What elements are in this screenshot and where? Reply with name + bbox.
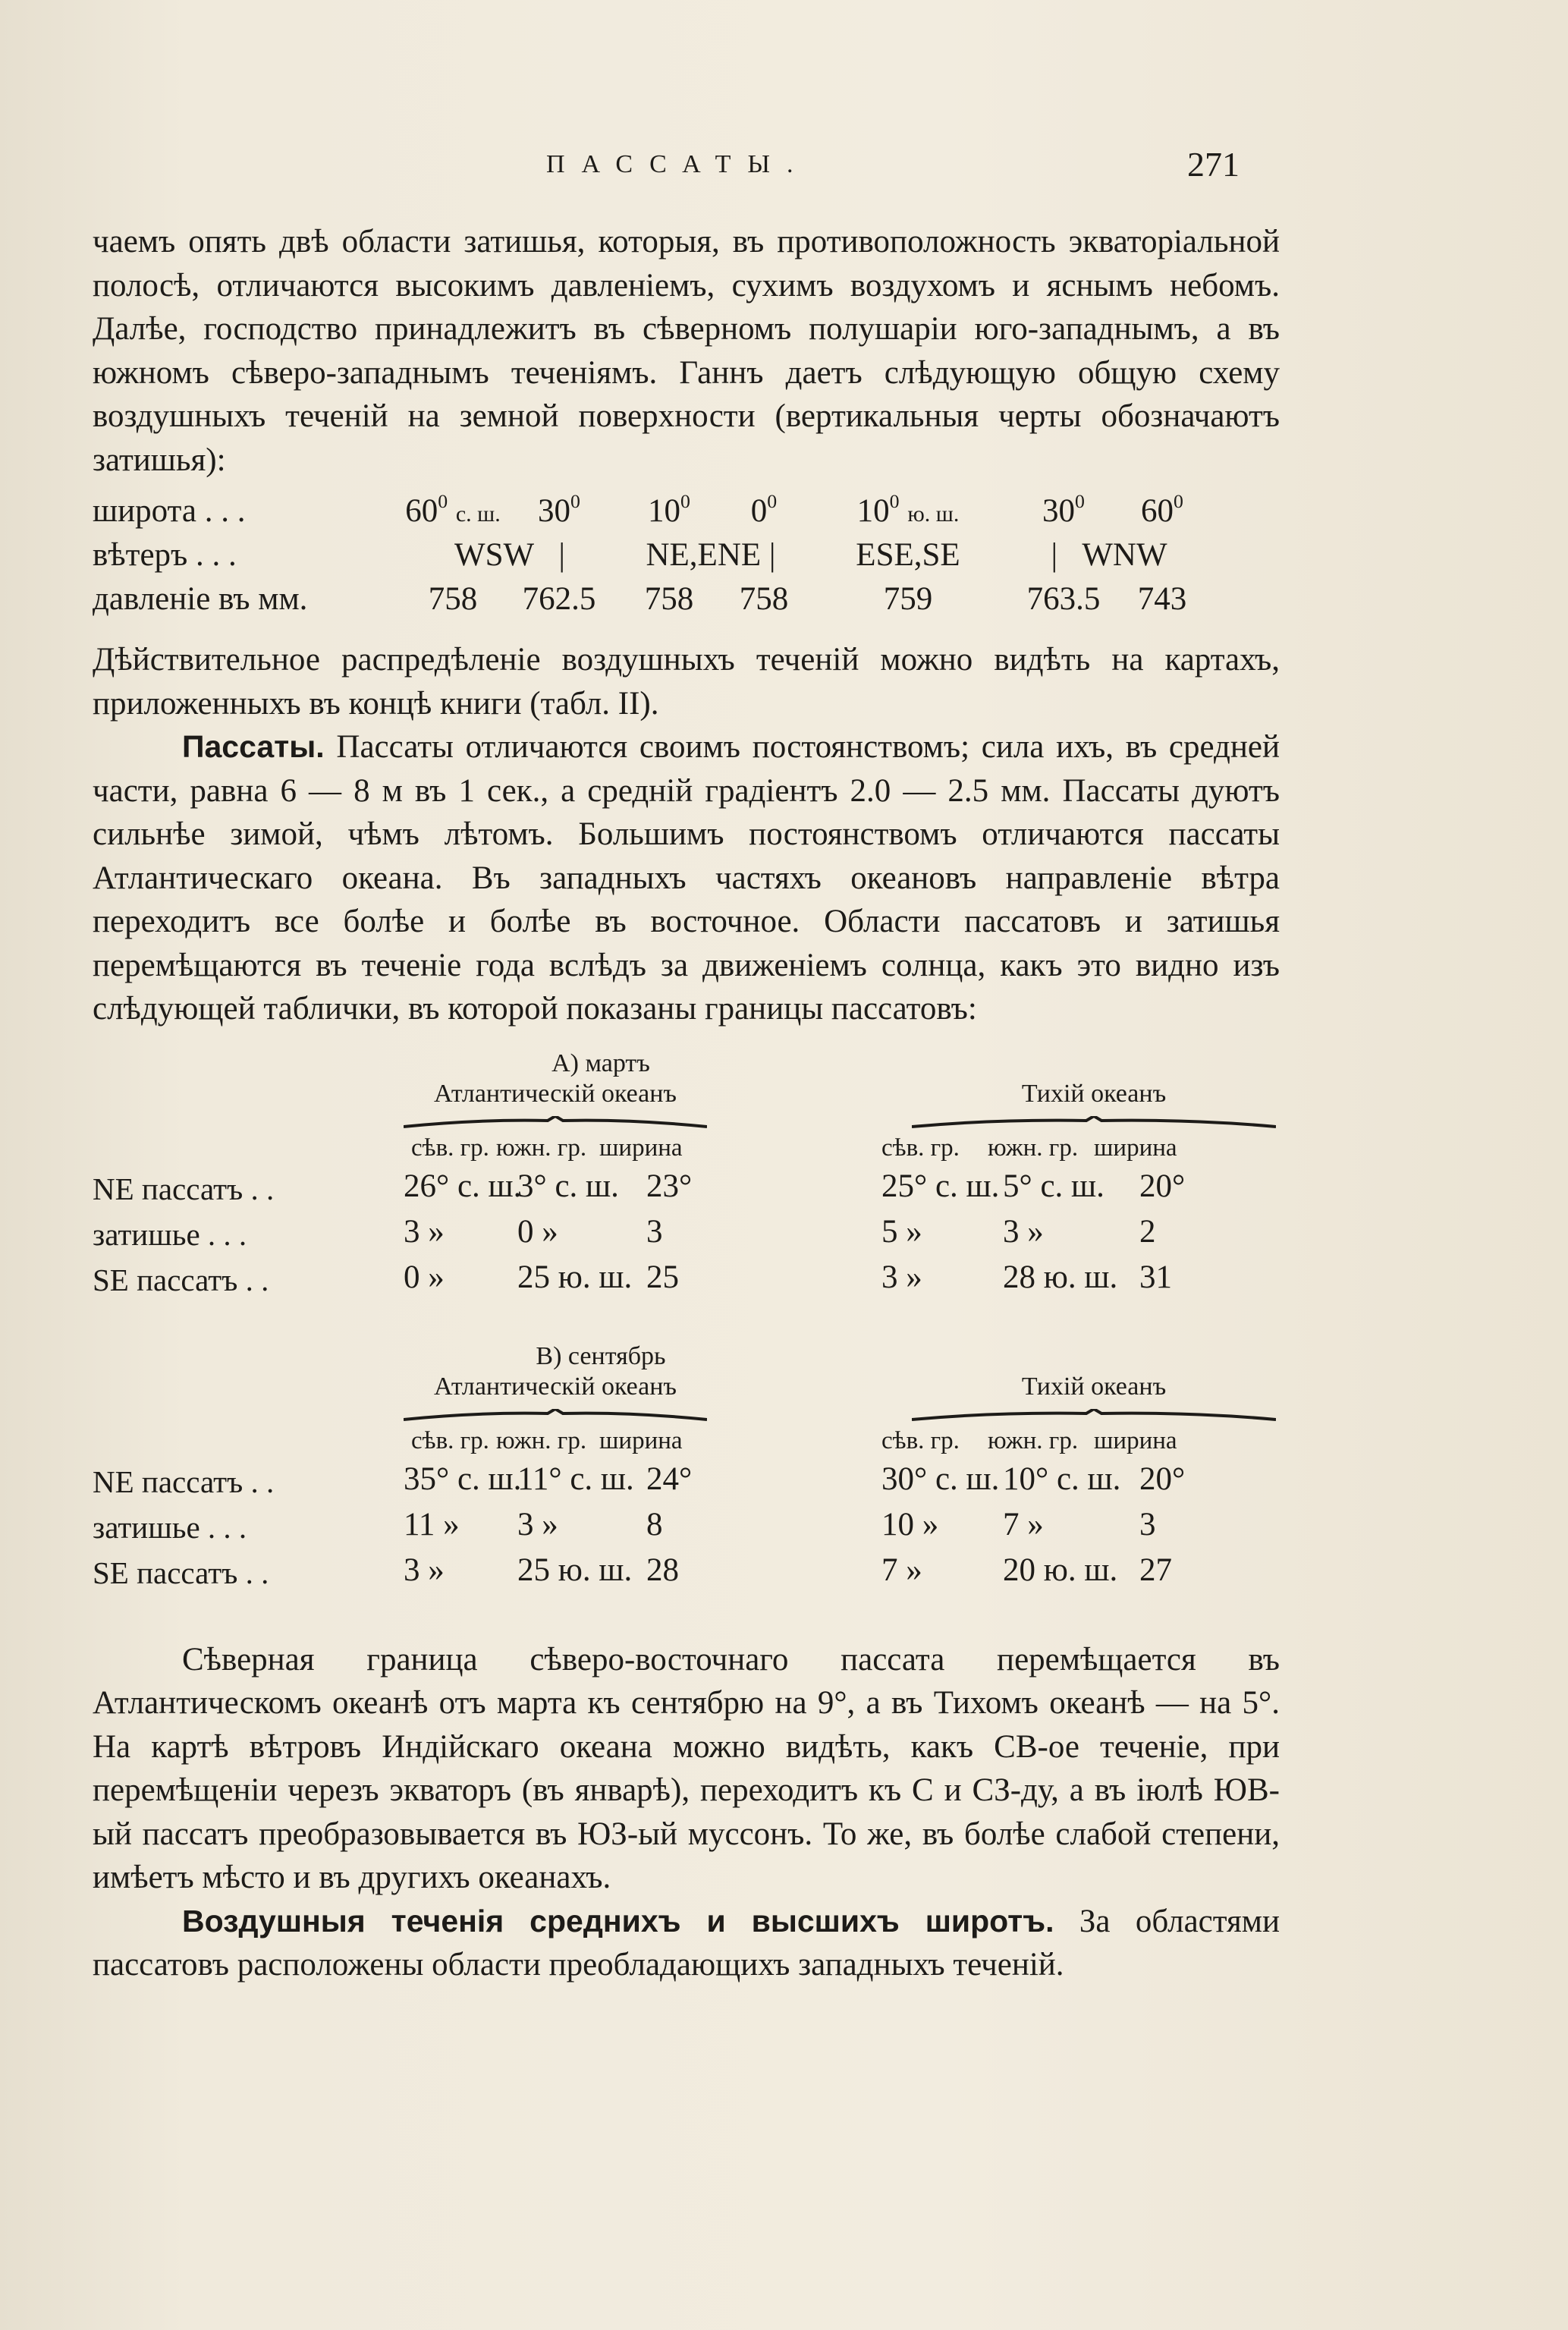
wind-cell: ESE,SE	[856, 537, 960, 573]
row-label: NE пассатъ . .	[93, 1171, 275, 1206]
pressure-cell: 763.5	[1026, 581, 1101, 617]
lat-cell: 0	[750, 493, 768, 529]
pacific-cell: 3 »	[1003, 1213, 1044, 1250]
ocean-title-pacific: Тихій океанъ	[1021, 1079, 1167, 1108]
table-caption: А) мартъ	[551, 1049, 650, 1077]
pacific-cell: 25° с. ш.	[881, 1168, 1000, 1204]
row-label: SE пассатъ . .	[93, 1262, 269, 1297]
paragraph-mid-latitudes	[93, 1900, 1280, 1987]
pacific-cell: 28 ю. ш.	[1003, 1259, 1118, 1295]
section-heading-trade-winds: Пассаты.	[182, 729, 325, 764]
lat-hemisphere: ю. ш.	[907, 502, 960, 527]
brace-pacific	[912, 1116, 1276, 1128]
ocean-title-pacific: Тихій океанъ	[1021, 1372, 1167, 1401]
atlantic-cell: 3 »	[404, 1552, 445, 1588]
column-header: сѣв. гр.	[411, 1426, 489, 1454]
pacific-cell: 20°	[1139, 1168, 1186, 1204]
ocean-title-atlantic: Атлантическій океанъ	[433, 1079, 677, 1108]
atlantic-cell: 0 »	[517, 1213, 558, 1250]
running-title: ПАССАТЫ.	[546, 150, 810, 178]
pressure-cell: 759	[883, 581, 933, 617]
trade-table-march	[93, 1049, 1280, 1338]
lat-cell: 10	[856, 493, 890, 529]
calm-divider: |	[768, 537, 776, 573]
brace-atlantic	[404, 1409, 707, 1421]
trade-table-september	[93, 1342, 1280, 1630]
page-number: 271	[1187, 145, 1240, 184]
lat-cell: 10	[648, 493, 681, 529]
pacific-cell: 2	[1139, 1213, 1156, 1250]
schema-label-pressure: давленіе въ мм.	[93, 581, 308, 617]
wind-cell: NE,ENE	[646, 537, 762, 573]
paragraph-4: Сѣверная граница сѣверо-восточнаго пассата перемѣщается въ Атлантическомъ океанѣ отъ марта къ сентябрю на 9°, а въ Тихомъ океанѣ — на 5°. На картѣ вѣтровъ Индійскаго океана можно видѣть, какъ СВ-ое теченіе, при перемѣщеніи черезъ экваторъ (въ январѣ), переходитъ къ С и СЗ-ду, а въ іюлѣ ЮВ-ый пассатъ преобразовывается въ ЮЗ-ый муссонъ. То же, въ болѣе слабой степени, имѣетъ мѣсто и въ другихъ океанахъ.	[93, 1641, 1280, 1895]
page-body	[93, 220, 1280, 1987]
column-header: южн. гр.	[496, 1134, 587, 1162]
pacific-cell: 10° с. ш.	[1003, 1461, 1121, 1497]
calm-divider: |	[1051, 537, 1058, 573]
brace-pacific	[912, 1409, 1276, 1421]
atlantic-cell: 0 »	[404, 1259, 445, 1295]
lat-hemisphere: с. ш.	[455, 502, 501, 527]
atlantic-cell: 3 »	[404, 1213, 445, 1250]
atlantic-cell: 8	[646, 1506, 663, 1542]
column-header: сѣв. гр.	[881, 1134, 960, 1162]
atlantic-cell: 3	[646, 1213, 663, 1250]
pressure-cell: 758	[428, 581, 478, 617]
pressure-cell: 758	[739, 581, 789, 617]
schema-row-wind	[93, 536, 1208, 580]
wind-schema-table	[93, 489, 1208, 624]
paragraph-2: Дѣйствительное распредѣленіе воздушныхъ теченій можно видѣть на картахъ, приложенныхъ въ концѣ книги (табл. II).	[93, 642, 1280, 722]
atlantic-cell: 11 »	[404, 1506, 460, 1542]
ocean-title-atlantic: Атлантическій океанъ	[433, 1372, 677, 1401]
wind-cell: WNW	[1082, 537, 1167, 573]
pressure-cell: 758	[644, 581, 694, 617]
pressure-cell: 743	[1137, 581, 1187, 617]
brace-atlantic	[404, 1116, 707, 1128]
lat-cell: 60	[405, 493, 438, 529]
atlantic-cell: 28	[646, 1552, 679, 1588]
atlantic-cell: 35° с. ш.	[404, 1461, 522, 1497]
pacific-cell: 5° с. ш.	[1003, 1168, 1105, 1204]
pacific-cell: 3 »	[881, 1259, 922, 1295]
row-label: SE пассатъ . .	[93, 1555, 269, 1590]
schema-label-wind: вѣтеръ . . .	[93, 537, 237, 573]
column-header: южн. гр.	[988, 1134, 1079, 1162]
atlantic-cell: 3 »	[517, 1506, 558, 1542]
pacific-cell: 7 »	[881, 1552, 922, 1588]
atlantic-cell: 26° с. ш.	[404, 1168, 522, 1204]
row-label: затишье . . .	[93, 1509, 247, 1545]
atlantic-cell: 24°	[646, 1461, 693, 1497]
paragraph-trade-winds-text: Пассаты отличаются своимъ постоянствомъ; сила ихъ, въ средней части, равна 6 — 8 м въ 1 сек., а средній градіентъ 2.0 — 2.5 мм. Пассаты дуютъ сильнѣе зимой, чѣмъ лѣтомъ. Большимъ постоянствомъ отличаются пассаты Атлантическаго океана. Въ западныхъ частяхъ океановъ направленіе вѣтра переходитъ все болѣе и болѣе въ восточное. Области пассатовъ и затишья перемѣщаются въ теченіе года вслѣдъ за движеніемъ солнца, какъ это видно изъ слѣдующей таблички, въ которой показаны границы пассатовъ:	[93, 729, 1280, 1027]
pacific-cell: 10 »	[881, 1506, 939, 1542]
column-header: ширина	[1094, 1426, 1177, 1454]
pacific-cell: 30° с. ш.	[881, 1461, 1000, 1497]
column-header: ширина	[1094, 1134, 1177, 1162]
schema-row-latitude: широта . . . $60^0$ с. ш. $30^0$ $10^0$ $0^0$ $10^0$ ю. ш. $30^0$ $60^0$	[93, 492, 1208, 536]
schema-row-pressure	[93, 580, 1208, 624]
atlantic-cell: 23°	[646, 1168, 693, 1204]
column-header: южн. гр.	[496, 1426, 587, 1454]
pacific-cell: 27	[1139, 1552, 1172, 1588]
atlantic-cell: 25	[646, 1259, 679, 1295]
pacific-cell: 31	[1139, 1259, 1172, 1295]
lat-cell: 60	[1141, 493, 1174, 529]
pacific-cell: 3	[1139, 1506, 1156, 1542]
page-header	[0, 145, 1568, 196]
atlantic-cell: 11° с. ш.	[517, 1461, 634, 1497]
pacific-cell: 20 ю. ш.	[1003, 1552, 1118, 1588]
schema-label-latitude: широта . . .	[93, 493, 246, 529]
table-caption: В) сентябрь	[536, 1341, 666, 1370]
section-heading-mid-latitudes: Воздушныя теченія среднихъ и высшихъ широтъ.	[182, 1903, 1054, 1939]
row-label: затишье . . .	[93, 1216, 247, 1252]
pacific-cell: 20°	[1139, 1461, 1186, 1497]
pacific-cell: 5 »	[881, 1213, 922, 1250]
column-header: южн. гр.	[988, 1426, 1079, 1454]
pressure-cell: 762.5	[522, 581, 596, 617]
column-header: сѣв. гр.	[411, 1134, 489, 1162]
atlantic-cell: 3° с. ш.	[517, 1168, 619, 1204]
paragraph-1: чаемъ опять двѣ области затишья, которыя, въ противоположность экваторіальной полосѣ, отличаются высокимъ давленіемъ, сухимъ воздухомъ и яснымъ небомъ. Далѣе, господство принадлежитъ въ сѣверномъ полушаріи юго-западнымъ, а въ южномъ сѣверо-западнымъ теченіямъ. Ганнъ даетъ слѣдующую общую схему воздушныхъ теченій на земной поверхности (вертикальныя черты обозначаютъ затишья):	[93, 224, 1280, 478]
paragraph-trade-winds	[93, 725, 1280, 1031]
row-label: NE пассатъ . .	[93, 1464, 275, 1499]
lat-cell: 30	[1042, 493, 1076, 529]
calm-divider: |	[558, 537, 565, 573]
column-header: ширина	[599, 1426, 683, 1454]
atlantic-cell: 25 ю. ш.	[517, 1552, 633, 1588]
wind-cell: WSW	[454, 537, 535, 573]
lat-cell: 30	[538, 493, 571, 529]
paragraph-mid-latitudes-text: За областями пассатовъ расположены области преобладающихъ западныхъ теченій.	[93, 1903, 1280, 1983]
pacific-cell: 7 »	[1003, 1506, 1044, 1542]
column-header: сѣв. гр.	[881, 1426, 960, 1454]
column-header: ширина	[599, 1134, 683, 1162]
atlantic-cell: 25 ю. ш.	[517, 1259, 633, 1295]
